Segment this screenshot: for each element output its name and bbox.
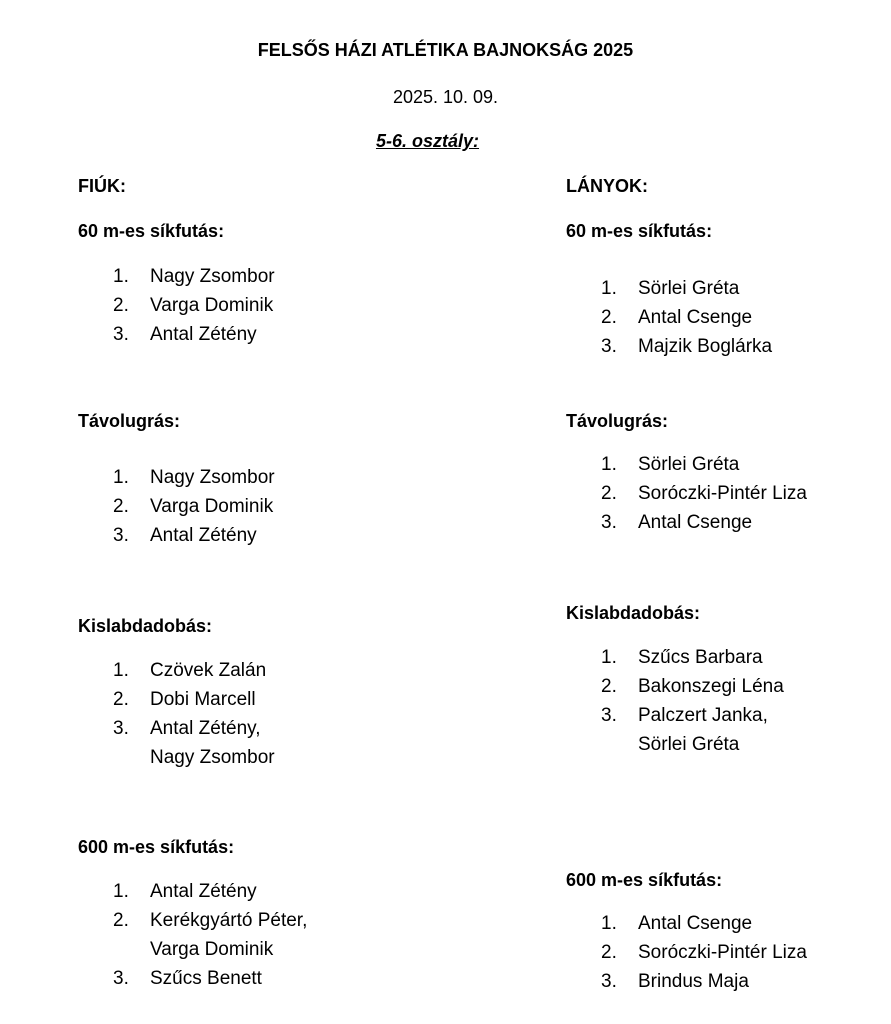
list-item (78, 291, 275, 320)
boys-run600-results (78, 877, 307, 993)
list-item (566, 643, 784, 672)
list-item (566, 303, 772, 332)
place-number: 1. (601, 647, 617, 668)
athlete-name: Bakonszegi Léna (638, 676, 784, 697)
athlete-name: Nagy Zsombor (150, 266, 275, 287)
place-number: 1. (113, 266, 129, 287)
place-number: 1. (113, 660, 129, 681)
place-number: 2. (113, 295, 129, 316)
place-number: 3. (601, 971, 617, 992)
list-item (566, 701, 784, 759)
place-number: 1. (601, 913, 617, 934)
girls-ballthrow-title: Kislabdadobás: (566, 603, 701, 623)
athlete-name: Brindus Maja (638, 971, 749, 992)
athlete-name: Sörlei Gréta (638, 454, 740, 475)
athlete-name: Soróczki-Pintér Liza (638, 483, 807, 504)
place-number: 2. (113, 689, 129, 710)
athlete-name: Sörlei Gréta (638, 278, 740, 299)
boys-run600-title: 600 m-es síkfutás: (78, 837, 235, 857)
girls-sprint60-title: 60 m-es síkfutás: (566, 221, 713, 241)
place-number: 3. (113, 718, 129, 739)
athlete-name: Antal Zétény (150, 525, 257, 546)
athlete-name: Antal Zétény, (150, 718, 261, 739)
list-item (78, 906, 307, 964)
girls-run600-title: 600 m-es síkfutás: (566, 870, 723, 890)
athlete-name: Varga Dominik (150, 939, 274, 960)
boys-ballthrow-results (78, 656, 275, 772)
athlete-name: Nagy Zsombor (150, 747, 275, 768)
athlete-name: Antal Csenge (638, 913, 753, 934)
list-item (78, 521, 275, 550)
place-number: 3. (601, 512, 617, 533)
list-item (78, 463, 275, 492)
athlete-name: Antal Csenge (638, 307, 753, 328)
place-number: 2. (601, 307, 617, 328)
athlete-name: Varga Dominik (150, 496, 274, 517)
list-item (78, 262, 275, 291)
athlete-name: Antal Zétény (150, 881, 257, 902)
list-item (78, 964, 307, 993)
place-number: 1. (601, 278, 617, 299)
place-number: 2. (601, 676, 617, 697)
athlete-name: Majzik Boglárka (638, 336, 773, 357)
athlete-name: Palczert Janka, (638, 705, 768, 726)
event-date: 2025. 10. 09. (392, 87, 499, 107)
girls-run600-results (566, 909, 807, 996)
list-item (566, 332, 772, 361)
place-number: 3. (113, 525, 129, 546)
list-item (566, 508, 807, 537)
boys-sprint60-title: 60 m-es síkfutás: (78, 221, 225, 241)
list-item (566, 967, 807, 996)
place-number: 2. (601, 942, 617, 963)
athlete-name: Szűcs Benett (150, 968, 262, 989)
page-title: FELSŐS HÁZI ATLÉTIKA BAJNOKSÁG 2025 (257, 40, 634, 60)
boys-longjump-results (78, 463, 275, 550)
athlete-name: Szűcs Barbara (638, 647, 763, 668)
grade-heading: 5-6. osztály: (375, 131, 480, 151)
place-number: 3. (601, 336, 617, 357)
list-item (566, 479, 807, 508)
list-item (566, 938, 807, 967)
list-item (78, 877, 307, 906)
place-number: 3. (113, 968, 129, 989)
girls-sprint60-results (566, 274, 772, 361)
boys-ballthrow-title: Kislabdadobás: (78, 616, 213, 636)
place-number: 2. (113, 496, 129, 517)
athlete-name: Soróczki-Pintér Liza (638, 942, 807, 963)
place-number: 3. (113, 324, 129, 345)
girls-longjump-results (566, 450, 807, 537)
athlete-name: Antal Csenge (638, 512, 753, 533)
girls-ballthrow-results (566, 643, 784, 759)
list-item (566, 672, 784, 701)
athlete-name: Czövek Zalán (150, 660, 267, 681)
athlete-name: Dobi Marcell (150, 689, 256, 710)
list-item (78, 685, 275, 714)
list-item (78, 320, 275, 349)
girls-longjump-title: Távolugrás: (566, 411, 669, 431)
athlete-name: Sörlei Gréta (638, 734, 740, 755)
place-number: 2. (113, 910, 129, 931)
athlete-name: Varga Dominik (150, 295, 274, 316)
boys-sprint60-results (78, 262, 275, 349)
boys-longjump-title: Távolugrás: (78, 411, 181, 431)
athlete-name: Antal Zétény (150, 324, 257, 345)
list-item (78, 714, 275, 772)
list-item (566, 909, 807, 938)
list-item (566, 274, 772, 303)
place-number: 3. (601, 705, 617, 726)
athlete-name: Nagy Zsombor (150, 467, 275, 488)
place-number: 1. (601, 454, 617, 475)
list-item (78, 656, 275, 685)
girls-label: LÁNYOK: (566, 176, 648, 196)
athlete-name: Kerékgyártó Péter, (150, 910, 308, 931)
boys-label: FIÚK: (78, 176, 126, 196)
list-item (566, 450, 807, 479)
list-item (78, 492, 275, 521)
place-number: 1. (113, 881, 129, 902)
place-number: 2. (601, 483, 617, 504)
place-number: 1. (113, 467, 129, 488)
